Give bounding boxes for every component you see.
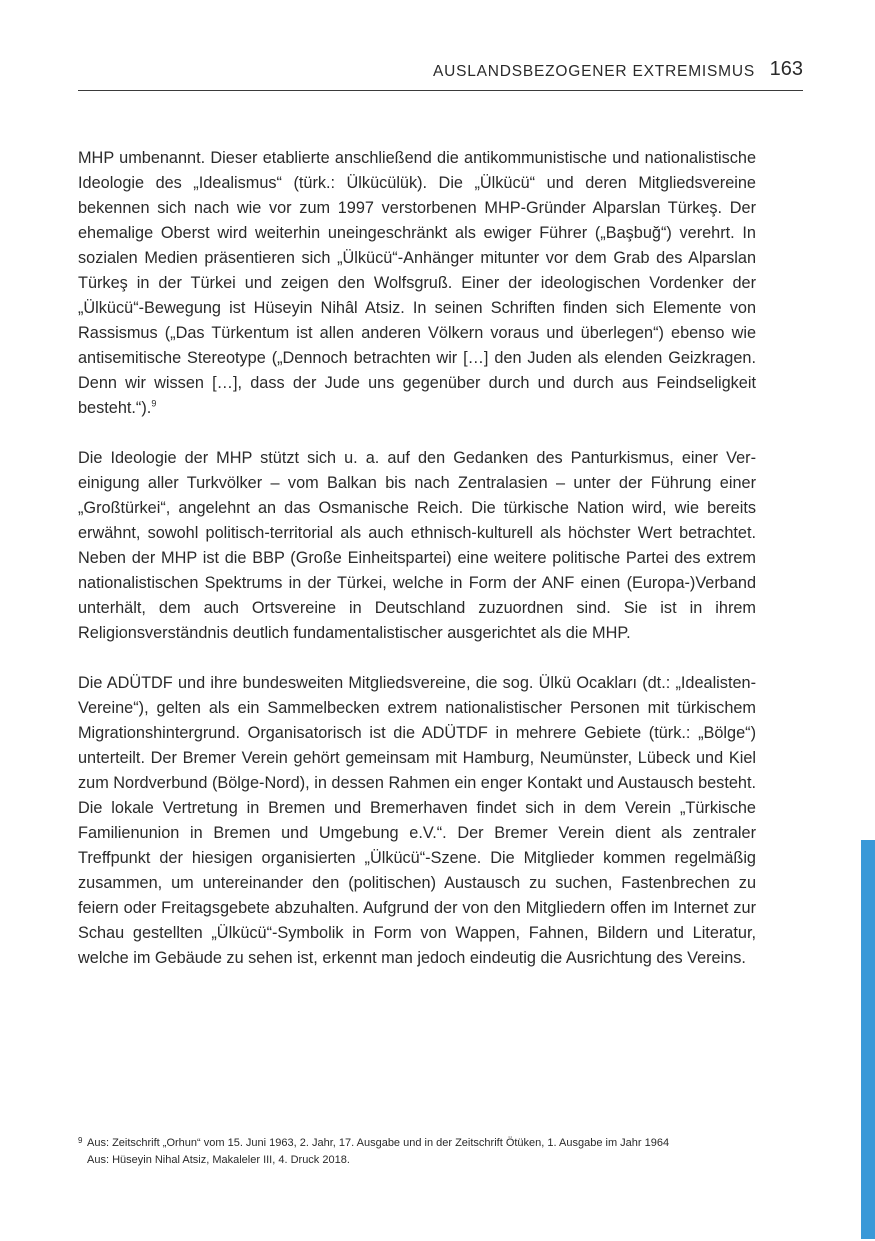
footnote-line-1: Aus: Zeitschrift „Orhun“ vom 15. Juni 1963, 2. Jahr, 17. Ausgabe und in der Zeitschrift Ötüken, 1. Ausgabe im Jahr 1964	[87, 1137, 670, 1149]
footnote-mark: 9	[78, 1136, 83, 1145]
footnote-line-2: Aus: Hüseyin Nihal Atsiz, Makaleler III, 4. Druck 2018.	[87, 1154, 350, 1166]
footnotes	[78, 1135, 758, 1169]
page-number: 163	[769, 58, 803, 80]
paragraph-3: Die ADÜTDF und ihre bundesweiten Mitgliedsvereine, die sog. Ülkü Ocakları (dt.: „Idealisten-Vereine“), gelten als ein Sammelbecken extrem nationalistischer Personen mit türkischem Migrationshintergrund. Organisatorisch ist die ADÜTDF in mehrere Gebiete (türk.: „Bölge“) unterteilt. Der Bremer Verein gehört gemeinsam mit Hamburg, Neumünster, Lübeck und Kiel zum Nordverbund (Bölge-Nord), in dessen Rahmen ein enger Kontakt und Austausch besteht. Die lokale Vertretung in Bremen und Bremerhaven findet sich in dem Verein „Türkische Familienunion in Bremen und Umgebung e.V.“. Der Bremer Verein dient als zentraler Treffpunkt der hiesigen organisierten „Ülkücü“-Szene. Die Mitglieder kommen regelmäßig zusammen, um untereinander den (politischen) Austausch zu suchen, Fastenbrechen zu feiern oder Freitagsgebete abzuhalten. Aufgrund der von den Mitgliedern offen im Internet zur Schau gestellten „Ülkücü“-Symbolik in Form von Wappen, Fahnen, Bildern und Literatur, welche im Gebäude zu sehen ist, erkennt man jedoch eindeutig die Ausrichtung des Vereins.	[78, 674, 756, 967]
footnote-reference[interactable]: 9	[151, 398, 157, 409]
main-text	[78, 146, 756, 996]
chapter-side-tab	[861, 840, 875, 1239]
paragraph-1-text: MHP umbenannt. Dieser etablierte anschließend die antikommunistische und nationalistische Ideologie des „Idealismus“ (türk.: Ülkücülük). Die „Ülkücü“ und deren Mitgliedsvereine bekennen sich nach wie vor zum 1997 verstorbenen MHP-Gründer Alparslan Türkeş. Der ehemalige Oberst wird weiterhin uneingeschränkt als ewiger Führer („Başbuğ“) verehrt. In sozialen Medien präsentieren sich „Ülkücü“-Anhänger mitunter vor dem Grab des Alparslan Türkeş in der Türkei und zeigen den Wolfsgruß. Einer der ideologischen Vordenker der „Ülkücü“-Bewegung ist Hüseyin Nihâl Atsiz. In seinen Schriften finden sich Elemente von Rassismus („Das Türkentum ist allen anderen Völkern voraus und überlegen“) ebenso wie antisemitische Stereotype („Dennoch betrachten wir […] den Juden als elenden Geizkragen. Denn wir wissen […], dass der Jude uns gegenüber durch und durch aus Feindseligkeit besteht.“).	[78, 149, 756, 417]
running-header	[78, 56, 803, 91]
paragraph-1	[78, 146, 756, 421]
running-header-title: AUSLANDSBEZOGENER EXTREMISMUS	[432, 63, 755, 80]
paragraph-2: Die Ideologie der MHP stützt sich u. a. auf den Gedanken des Panturkismus, einer Vereinigung aller Turkvölker – vom Balkan bis nach Zentralasien – unter der Führung einer „Großtürkei“, angelehnt an das Osmanische Reich. Die türkische Nation wird, wie bereits erwähnt, sowohl politisch-territorial als auch ethnisch-kulturell als höchster Wert betrachtet. Neben der MHP ist die BBP (Große Einheitspartei) eine weitere politische Partei des extrem nationalistischen Spektrums in der Türkei, welche in Form der ANF einen (Europa-)Verband unterhält, dem auch Ortsvereine in Deutschland zuzuordnen sind. Sie ist in ihrem Religionsverständnis deutlich fundamentalistischer ausgerichtet als die MHP.	[78, 449, 756, 642]
footnote-9	[78, 1135, 758, 1169]
